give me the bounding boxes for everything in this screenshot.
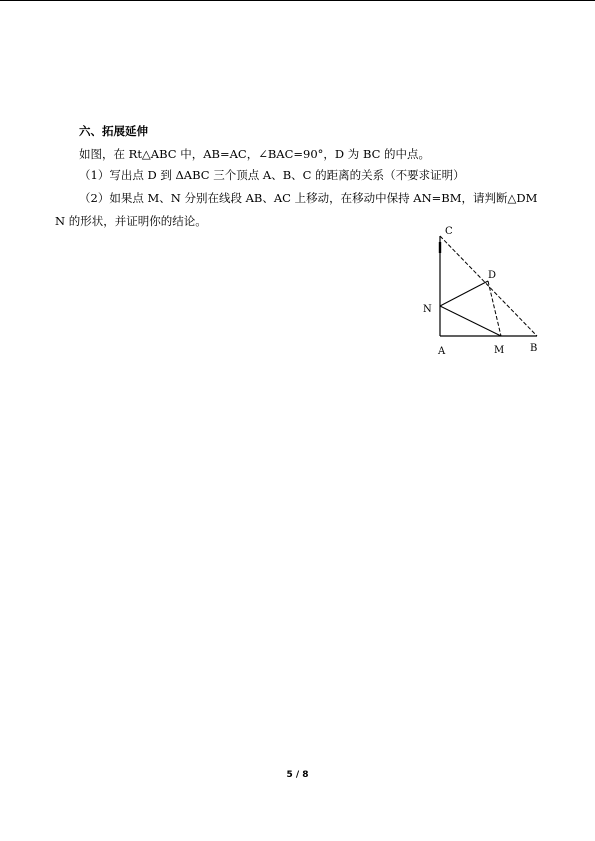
- problem-part-1: （1）写出点 D 到 ΔABC 三个顶点 A、B、C 的距离的关系（不要求证明）: [79, 168, 465, 182]
- label-b: B: [530, 343, 538, 354]
- page-number: 5 / 8: [286, 770, 309, 780]
- label-a: A: [438, 346, 446, 357]
- label-d: D: [488, 270, 497, 281]
- segment-nd: [440, 281, 488, 306]
- section-heading: 六、拓展延伸: [79, 124, 148, 138]
- segment-dm: [488, 281, 501, 336]
- problem-part-2-line-1: （2）如果点 M、N 分别在线段 AB、AC 上移动，在移动中保持 AN=BM，请判断△DM: [79, 191, 538, 205]
- label-m: M: [494, 345, 505, 356]
- label-c: C: [445, 226, 453, 237]
- label-n: N: [423, 304, 432, 315]
- segment-cb: [440, 236, 537, 336]
- problem-part-2-line-2: N 的形状，并证明你的结论。: [55, 214, 207, 228]
- triangle-figure: [416, 222, 546, 362]
- top-border-line: [0, 0, 595, 1]
- segment-nm: [440, 306, 501, 336]
- problem-intro: 如图，在 Rt△ABC 中，AB=AC，∠BAC=90°，D 为 BC 的中点。: [79, 147, 431, 161]
